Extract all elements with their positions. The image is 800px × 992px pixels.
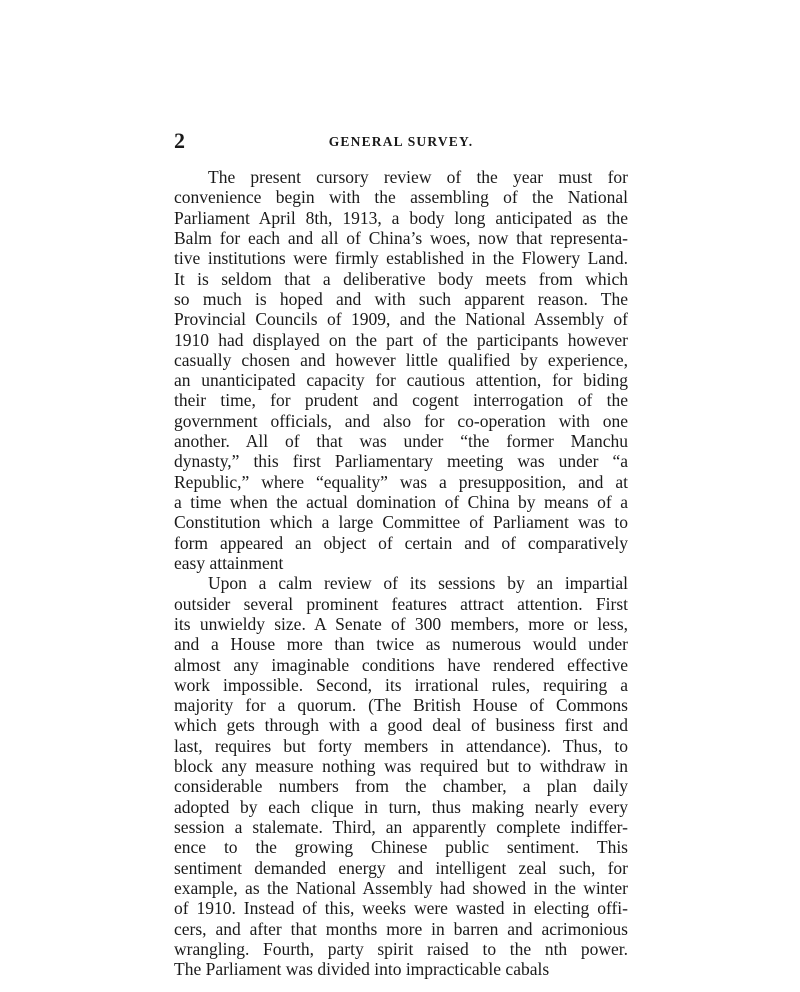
text-line: Parliament April 8th, 1913, a body long anticipated as the xyxy=(174,207,628,228)
paragraph xyxy=(174,573,628,979)
page-number: 2 xyxy=(174,128,185,153)
text-line: The present cursory review of the year must for xyxy=(208,167,628,187)
text-line: considerable numbers from the chamber, a plan daily xyxy=(174,776,628,797)
text-line: example, as the National Assembly had showed in the winter xyxy=(174,877,628,898)
text-line: session a stalemate. Third, an apparently complete indiffer- xyxy=(174,817,628,837)
text-line: convenience begin with the assembling of the National xyxy=(174,187,628,208)
text-line: Provincial Councils of 1909, and the National Assembly of xyxy=(174,309,628,330)
text-line: block any measure nothing was required but to withdraw in xyxy=(174,756,628,777)
text-line: Upon a calm review of its sessions by an impartial xyxy=(208,573,628,594)
text-line: another. All of that was under “the former Manchu xyxy=(174,431,628,452)
text-line: adopted by each clique in turn, thus making nearly every xyxy=(174,796,628,817)
text-line: so much is hoped and with such apparent reason. The xyxy=(174,288,628,309)
text-line: 1910 had displayed on the part of the participants however xyxy=(174,329,628,350)
text-line: casually chosen and however little qualified by experience, xyxy=(174,349,628,370)
text-line: their time, for prudent and cogent interrogation of the xyxy=(174,390,628,411)
running-head xyxy=(174,128,628,158)
text-line: government officials, and also for co-operation with one xyxy=(174,410,628,431)
text-line: Republic,” where “equality” was a presupposition, and at xyxy=(174,471,628,492)
body-text xyxy=(174,167,628,980)
text-line: dynasty,” this first Parliamentary meeting was under “a xyxy=(174,451,628,472)
text-line: ence to the growing Chinese public sentiment. This xyxy=(174,837,628,858)
text-line: an unanticipated capacity for cautious attention, for biding xyxy=(174,370,628,391)
text-line: It is seldom that a deliberative body meets from which xyxy=(174,268,628,289)
text-line: outsider several prominent features attract attention. First xyxy=(174,593,628,614)
text-line: almost any imaginable conditions have rendered effective xyxy=(174,654,628,675)
text-line: of 1910. Instead of this, weeks were wasted in electing offi- xyxy=(174,898,628,919)
text-line: easy attainment xyxy=(174,552,284,573)
text-line: its unwieldy size. A Senate of 300 members, more or less, xyxy=(174,613,628,634)
text-line: a time when the actual domination of China by means of a xyxy=(174,492,628,512)
text-line: work impossible. Second, its irrational rules, requiring a xyxy=(174,674,628,695)
text-line: which gets through with a good deal of business first and xyxy=(174,715,628,736)
text-line: majority for a quorum. (The British House of Commons xyxy=(174,695,628,716)
text-line: and a House more than twice as numerous would under xyxy=(174,634,628,655)
text-line: cers, and after that months more in barren and acrimonious xyxy=(174,918,628,939)
text-line: The Parliament was divided into impracticable cabals xyxy=(174,959,550,980)
text-line: last, requires but forty members in attendance). Thus, to xyxy=(174,735,628,756)
text-line: tive institutions were firmly established in the Flowery Land. xyxy=(174,248,628,269)
paragraph xyxy=(174,167,628,573)
running-head-title: GENERAL SURVEY. xyxy=(328,134,474,149)
text-line: Constitution which a large Committee of Parliament was to xyxy=(174,512,628,533)
text-line: form appeared an object of certain and of comparatively xyxy=(174,532,628,553)
text-line: Balm for each and all of China’s woes, now that representa- xyxy=(174,227,628,248)
text-line: wrangling. Fourth, party spirit raised to the nth power. xyxy=(174,938,628,959)
text-line: sentiment demanded energy and intelligent zeal such, for xyxy=(174,857,628,878)
